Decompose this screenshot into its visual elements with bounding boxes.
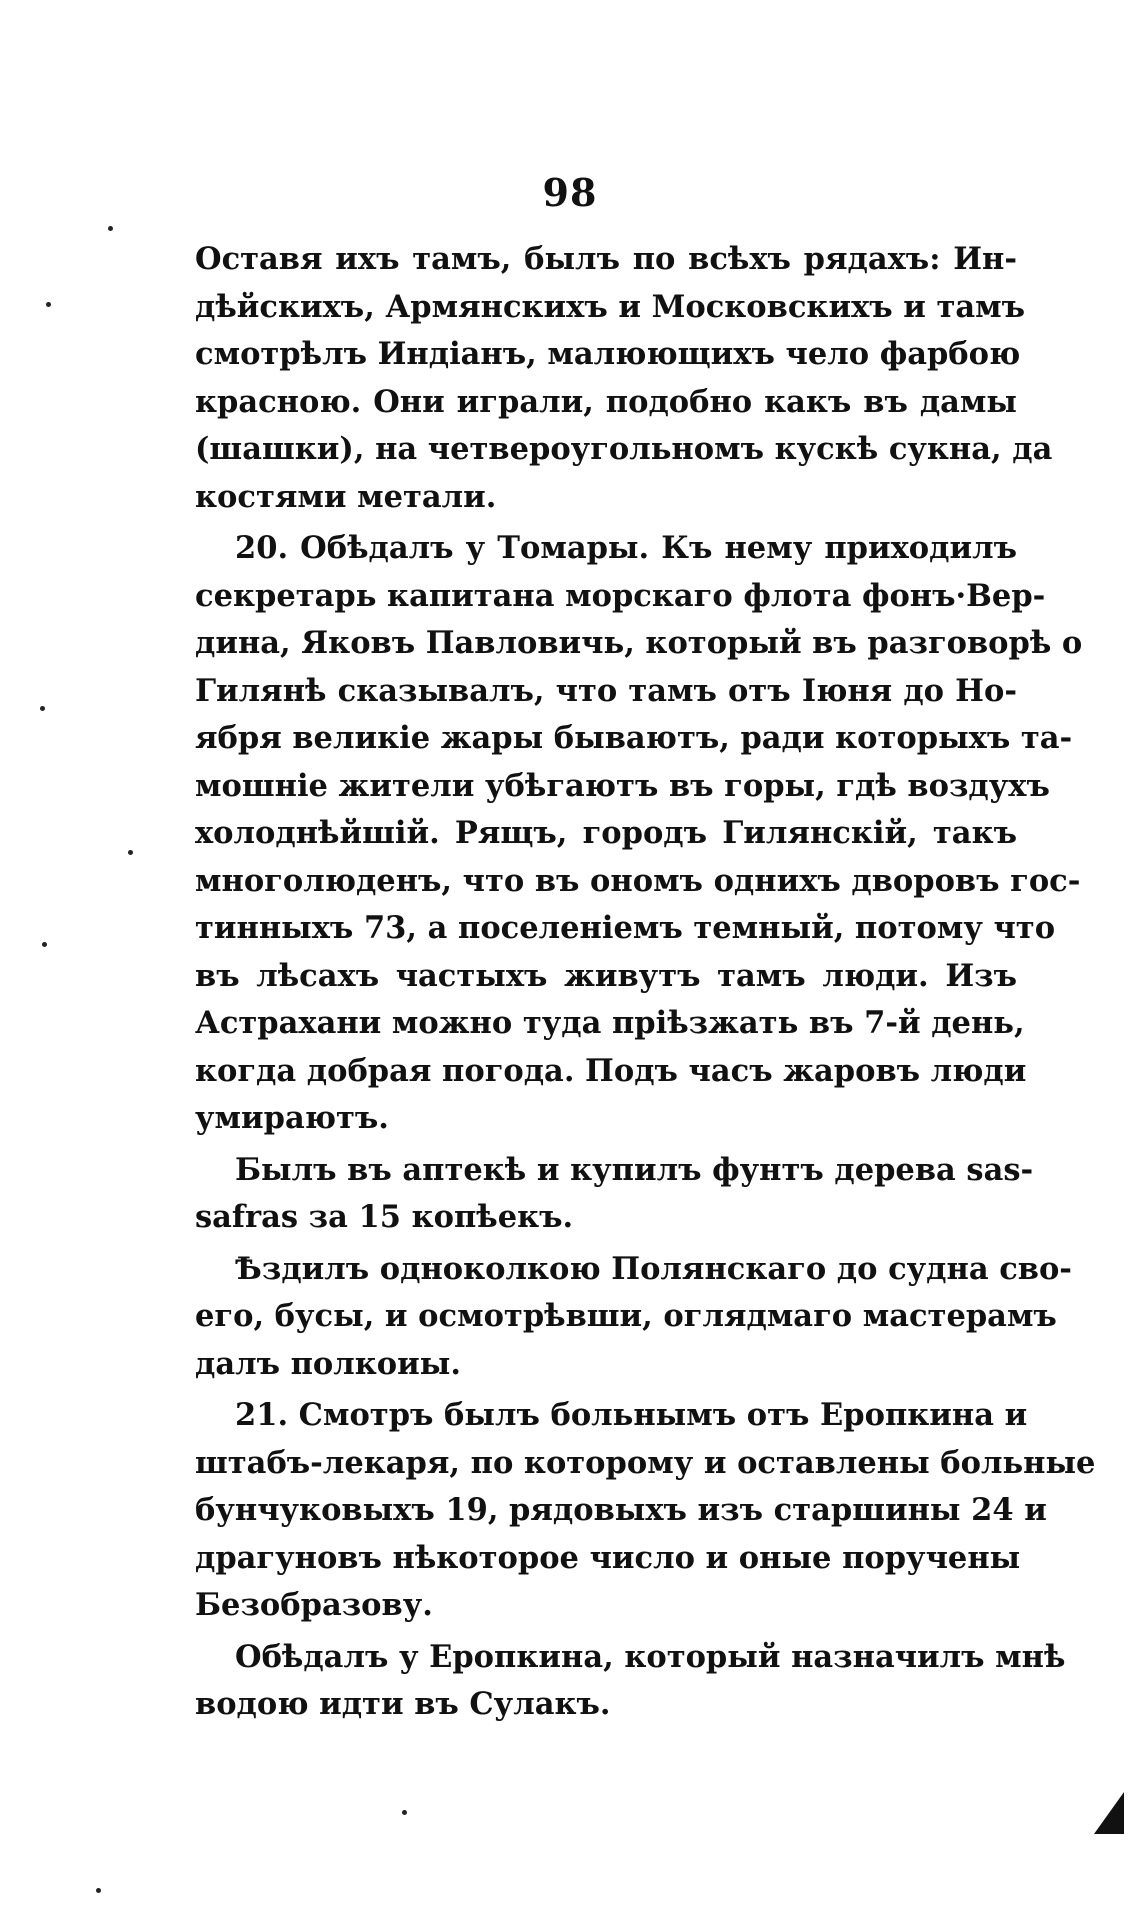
text-line: бунчуковыхъ 19, рядовыхъ изъ старшины 24 и	[195, 1492, 1047, 1528]
text-line: костями метали.	[195, 478, 497, 515]
text-line: когда добрая погода. Подъ часъ жаровъ люди	[195, 1052, 1027, 1089]
paragraph	[195, 1392, 1096, 1630]
text-line: мошніе жители убѣгаютъ въ горы, гдѣ воздухъ	[195, 767, 1050, 804]
print-speck	[96, 1888, 101, 1893]
print-speck	[40, 706, 45, 711]
page-number: 98	[542, 170, 598, 215]
paragraph	[195, 1147, 1034, 1242]
text-line: смотрѣлъ Индіанъ, малюющихъ чело фарбою	[195, 336, 1021, 372]
text-line: Гилянѣ сказывалъ, что тамъ отъ Іюня до Но-	[195, 672, 1017, 709]
text-line: умираютъ.	[195, 1100, 389, 1136]
text-line: Оставя ихъ тамъ, былъ по всѣхъ рядахъ: Ин-	[195, 241, 1017, 277]
paragraph	[195, 1634, 1066, 1729]
text-line: водою идти въ Сулакъ.	[195, 1686, 611, 1722]
paragraph	[195, 1246, 1072, 1389]
text-line: тинныхъ 73, а поселеніемъ темный, потому что	[195, 910, 1056, 946]
text-line: Безобразову.	[195, 1587, 433, 1623]
print-speck	[46, 302, 51, 307]
text-line: safras за 15 копѣекъ.	[195, 1199, 574, 1235]
print-speck	[128, 850, 133, 855]
text-line: красною. Они играли, подобно какъ въ дамы	[195, 383, 1017, 420]
text-line: Обѣдалъ у Еропкина, который назначилъ мнѣ	[235, 1638, 1066, 1675]
text-line: его, бусы, и осмотрѣвши, оглядмаго мастерамъ	[195, 1298, 1057, 1334]
body-text	[195, 236, 1096, 1729]
print-speck	[42, 942, 47, 947]
corner-mark	[1094, 1792, 1124, 1834]
text-line: (шашки), на четвероугольномъ кускѣ сукна, да	[195, 431, 1053, 467]
paragraph	[195, 525, 1083, 1143]
text-line: дѣйскихъ, Армянскихъ и Московскихъ и тамъ	[195, 288, 1026, 325]
text-line: 21. Смотръ былъ больнымъ отъ Еропкина и	[235, 1397, 1028, 1433]
text-line: Астрахани можно туда пріѣзжать въ 7-й день,	[195, 1005, 1025, 1041]
text-line: штабъ-лекаря, по которому и оставлены больные	[195, 1444, 1096, 1481]
paragraph	[195, 236, 1053, 521]
text-line: холоднѣйшій. Рящъ, городъ Гилянскій, такъ	[195, 815, 1017, 851]
text-line: въ лѣсахъ частыхъ живутъ тамъ люди. Изъ	[195, 957, 1017, 994]
text-line: ября великіе жары бываютъ, ради которыхъ та-	[195, 720, 1073, 756]
text-line: драгуновъ нѣкоторое число и оные поручены	[195, 1539, 1021, 1576]
text-line: Ѣздилъ одноколкою Полянскаго до судна сво-	[235, 1250, 1072, 1287]
text-line: секретарь капитана морскаго флота фонъ·Вер-	[195, 577, 1046, 614]
text-line: дина, Яковъ Павловичь, который въ разговорѣ о	[195, 625, 1083, 661]
print-speck	[402, 1810, 407, 1815]
print-speck	[108, 226, 113, 231]
text-line: Былъ въ аптекѣ и купилъ фунтъ дерева sas-	[235, 1151, 1034, 1188]
text-line: далъ полкоиы.	[195, 1345, 461, 1382]
text-line: 20. Обѣдалъ у Томары. Къ нему приходилъ	[235, 530, 1017, 566]
text-line: многолюденъ, что въ ономъ однихъ дворовъ гос-	[195, 862, 1081, 899]
